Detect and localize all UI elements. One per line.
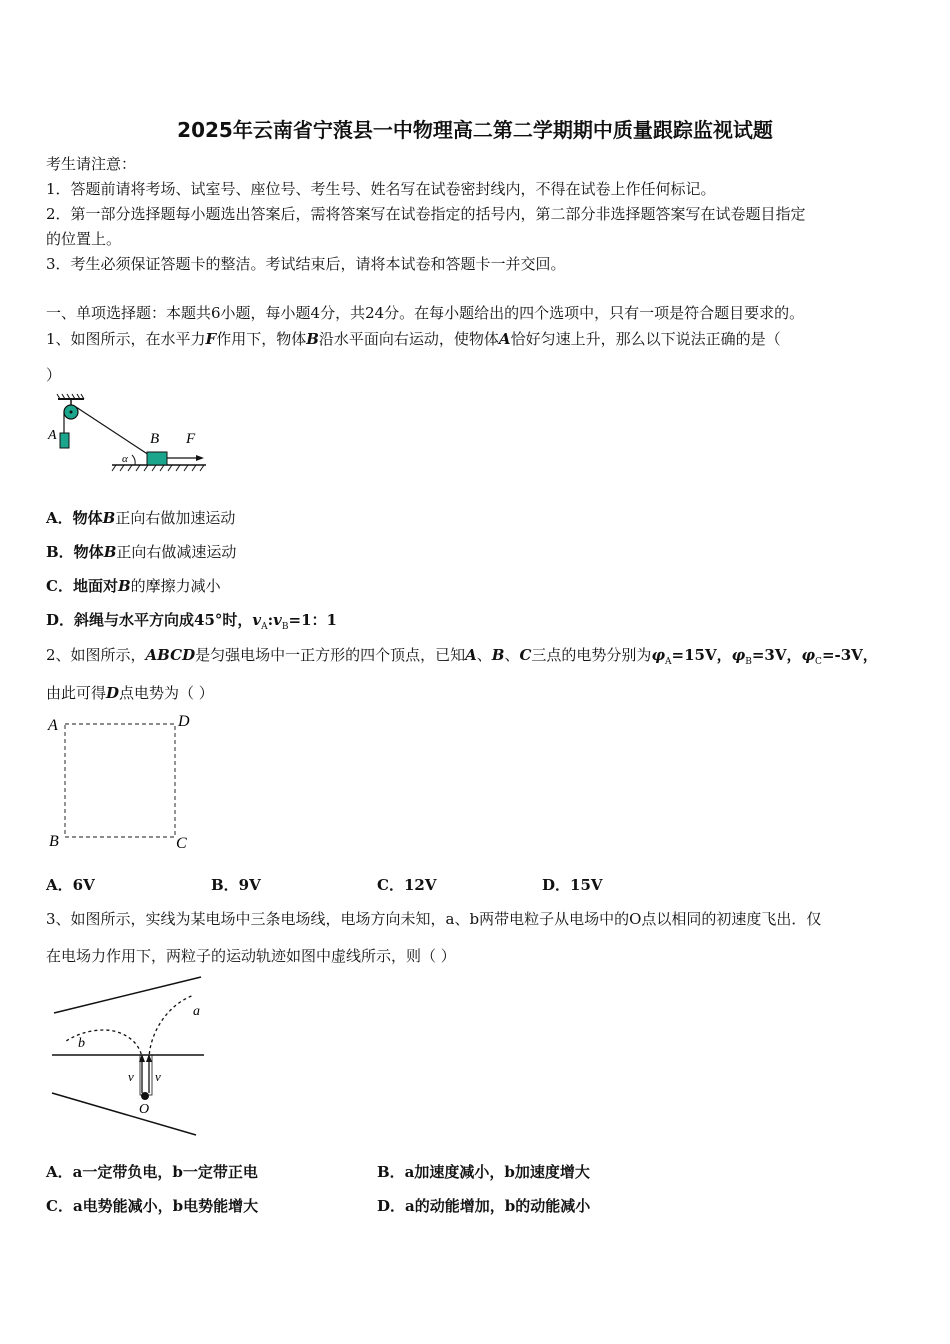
notice-item-3: 3．考生必须保证答题卡的整洁。考试结束后，请将本试卷和答题卡一并交回。	[46, 255, 566, 273]
block-A	[60, 433, 69, 448]
q3-stem: 3、如图所示，实线为某电场中三条电场线，电场方向未知，a、b两带电粒子从电场中的O点以相同的初速度飞出．仅	[46, 910, 822, 928]
q2-option-c: C．12V	[377, 876, 437, 894]
trajectory-a	[149, 995, 194, 1060]
label-b: b	[78, 1036, 85, 1051]
q2-option-d: D．15V	[542, 876, 603, 894]
label-C: C	[176, 835, 187, 852]
q2-stem: 2、如图所示，ABCD是匀强电场中一正方形的四个顶点，已知A、B、C三点的电势分别为$\varphi_A=15V$，$\varphi_B=3V$，$\varphi_C=-3V$，	[46, 646, 878, 667]
q3-stem-line2: 在电场力作用下，两粒子的运动轨迹如图中虚线所示，则（ ）	[46, 947, 456, 965]
notice-item-2: 2．第一部分选择题每小题选出答案后，需将答案写在试卷指定的括号内，第二部分非选择题答案写在试卷题目指定	[46, 205, 806, 223]
q3-option-a: A．a一定带负电，b一定带正电	[46, 1163, 258, 1181]
notice-item-2-cont: 的位置上。	[46, 230, 122, 248]
q2-option-b: B．9V	[211, 876, 261, 894]
q2-option-a: A．6V	[46, 876, 95, 894]
q1-stem: 1、如图所示，在水平力F作用下，物体B沿水平面向右运动，使物体A恰好匀速上升，那么以下说法正确的是（	[46, 330, 781, 348]
q1-stem-close: ）	[46, 366, 62, 384]
q1-option-a: A．物体B正向右做加速运动	[46, 509, 236, 527]
label-A: A	[48, 717, 58, 734]
q3-figure	[46, 975, 211, 1140]
block-B	[147, 452, 167, 465]
label-B: B	[49, 833, 59, 850]
q3-option-c: C．a电势能减小，b电势能增大	[46, 1197, 259, 1215]
label-A: A	[48, 428, 57, 443]
q2-figure	[46, 710, 206, 855]
field-line-bottom	[52, 1093, 196, 1135]
section-heading: 一、单项选择题：本题共6小题，每小题4分，共24分。在每小题给出的四个选项中，只有一项是符合题目要求的。	[46, 304, 805, 322]
label-O: O	[139, 1102, 150, 1117]
label-v-left: v	[128, 1069, 134, 1084]
notice-item-1: 1．答题前请将考场、试室号、座位号、考生号、姓名写在试卷密封线内，不得在试卷上作任何标记。	[46, 180, 716, 198]
q1-option-d: D．斜绳与水平方向成45°时，$v_A:v_B=1$：1	[46, 611, 337, 632]
label-a: a	[193, 1004, 200, 1019]
q3-option-d: D．a的动能增加，b的动能减小	[377, 1197, 591, 1215]
page-title: 2025年云南省宁蒗县一中物理高二第二学期期中质量跟踪监视试题	[177, 118, 773, 142]
field-line-top	[54, 977, 201, 1013]
label-v-right: v	[155, 1069, 161, 1084]
q1-option-c: C．地面对B的摩擦力减小	[46, 577, 221, 595]
label-B: B	[150, 431, 160, 447]
label-alpha: α	[122, 453, 128, 465]
square-abcd	[65, 724, 175, 837]
q1-figure	[46, 393, 216, 478]
label-F: F	[186, 431, 196, 447]
q1-option-b: B．物体B正向右做减速运动	[46, 543, 237, 561]
point-O	[141, 1092, 149, 1100]
q2-stem-line2: 由此可得D点电势为（ ）	[46, 684, 214, 702]
notice-heading: 考生请注意：	[46, 155, 137, 173]
label-D: D	[178, 713, 190, 730]
q3-option-b: B．a加速度减小，b加速度增大	[377, 1163, 590, 1181]
